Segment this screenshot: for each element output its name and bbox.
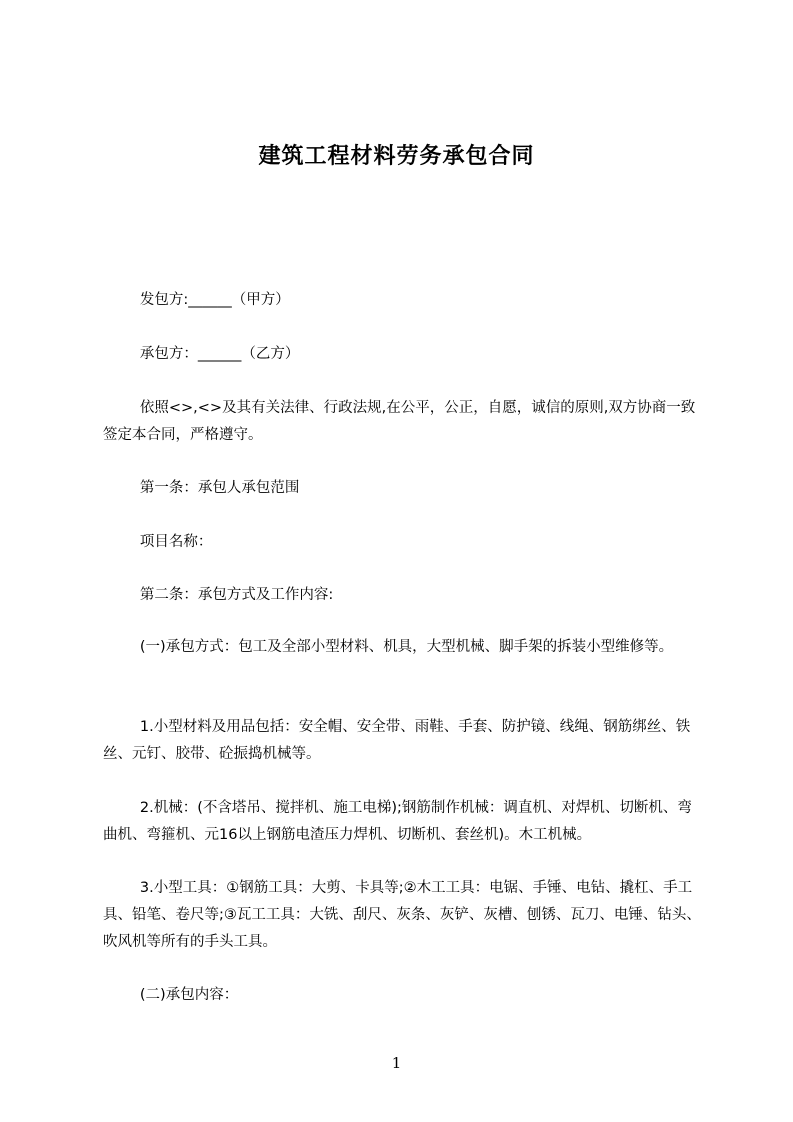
paragraph-project-name: 项目名称： (103, 534, 213, 550)
page-title: 建筑工程材料劳务承包合同 (258, 144, 535, 169)
heading-article-1: 第一条：承包人承包范围 (103, 480, 300, 496)
paragraph-basis: 依照<>,<>及其有关法律、行政法规,在公平，公正，自愿，诚信的原则,双方协商一致签定本合同，严格遵守。 (103, 400, 696, 443)
paragraph-machinery: 2.机械：(不含塔吊、搅拌机、施工电梯);钢筋制作机械：调直机、对焊机、切断机、弯曲机、弯箍机、元16以上钢筋电渣压力焊机、切断机、套丝机)。木工机械。 (103, 800, 692, 843)
paragraph-contract-method: (一)承包方式：包工及全部小型材料、机具，大型机械、脚手架的拆装小型维修等。 (103, 639, 674, 655)
heading-contract-content: (二)承包内容： (103, 987, 239, 1003)
paragraph-small-materials: 1.小型材料及用品包括：安全帽、安全带、雨鞋、手套、防护镜、线绳、钢筋绑丝、铁丝、元钉、胶带、砼振捣机械等。 (103, 719, 691, 762)
page-number: 1 (391, 1054, 402, 1072)
paragraph-contractor: 承包方：______（乙方） (103, 346, 300, 362)
paragraph-employer: 发包方:______（甲方） (103, 292, 290, 308)
heading-article-2: 第二条：承包方式及工作内容: (103, 587, 334, 603)
paragraph-small-tools: 3.小型工具：①钢筋工具：大剪、卡具等;②木工工具：电锯、手锤、电钻、撬杠、手工具、铅笔、卷尺等;③瓦工工具：大铣、刮尺、灰条、灰铲、灰槽、刨锈、瓦刀、电锤、钻头、吹风机等所有的手头工具。 (103, 880, 701, 950)
